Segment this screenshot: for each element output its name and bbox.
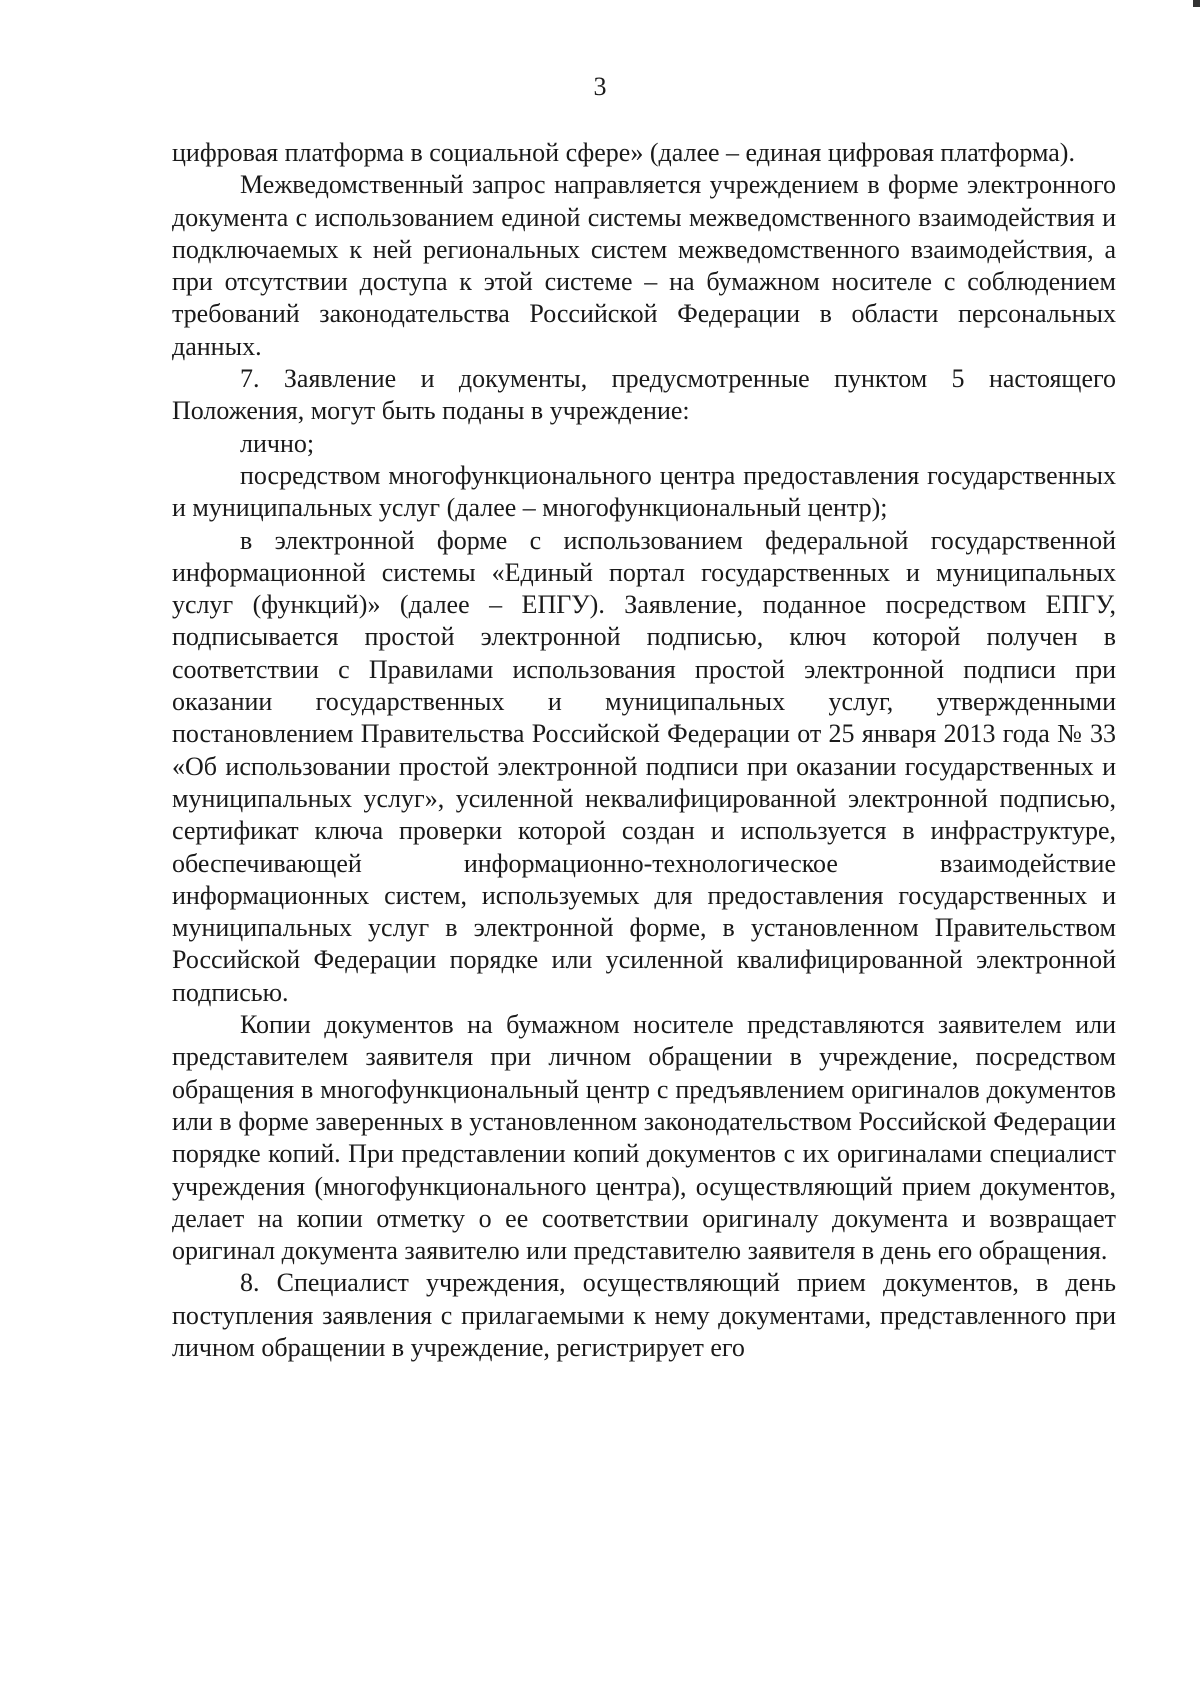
document-body [172,137,1116,1364]
paragraph-in-person: лично; [240,428,315,458]
paragraph-document-copies: Копии документов на бумажном носителе представляются заявителем или представителем заявителя при личном обращении в учреждение, посредством обращения в многофункциональный центр с предъявлением оригиналов документов или в форме заверенных в установленном законодательством Российской Федерации порядке копий. При представлении копий документов с их оригиналами специалист учреждения (многофункционального центра), осуществляющий прием документов, делает на копии отметку о ее соответствии оригиналу документа и возвращает оригинал документа заявителю или представителю заявителя в день его обращения. [172,1010,1116,1266]
paragraph-platform-continuation: цифровая платформа в социальной сфере» (далее – единая цифровая платформа). [172,138,1075,167]
paragraph-item-7: 7. Заявление и документы, предусмотренные пунктом 5 настоящего Положения, могут быть поданы в учреждение: [172,364,1116,426]
scan-corner-mark [1193,0,1200,7]
paragraph-interagency-request: Межведомственный запрос направляется учреждением в форме электронного документа с использованием единой системы межведомственного взаимодействия и подключаемых к ней региональных систем межведомственного взаимодействия, а при отсутствии доступа к этой системе – на бумажном носителе с соблюдением требований законодательства Российской Федерации в области персональных данных. [172,170,1116,361]
paragraph-mfc: посредством многофункционального центра предоставления государственных и муниципальных услуг (далее – многофункциональный центр); [172,460,1116,523]
paragraph-item-8: 8. Специалист учреждения, осуществляющий прием документов, в день поступления заявления с прилагаемыми к нему документами, представленного при личном обращении в учреждение, регистрирует его [172,1268,1116,1362]
paragraph-electronic-form: в электронной форме с использованием федеральной государственной информационной системы «Единый портал государственных и муниципальных услуг (функций)» (далее – ЕПГУ). Заявление, поданное посредством ЕПГУ, подписывается простой электронной подписью, ключ которой получен в соответствии с Правилами использования простой электронной подписи при оказании государственных и муниципальных услуг, утвержденными постановлением Правительства Российской Федерации от 25 января 2013 года № 33 «Об использовании простой электронной подписи при оказании государственных и муниципальных услуг», усиленной неквалифицированной электронной подписью, сертификат ключа проверки которой создан и используется в инфраструктуре, обеспечивающей информационно-технологическое взаимодействие информационных систем, используемых для предоставления государственных и муниципальных услуг в электронной форме, в установленном Правительством Российской Федерации порядке или усиленной квалифицированной электронной подписью. [172,525,1116,1007]
page-number: 3 [593,72,607,101]
